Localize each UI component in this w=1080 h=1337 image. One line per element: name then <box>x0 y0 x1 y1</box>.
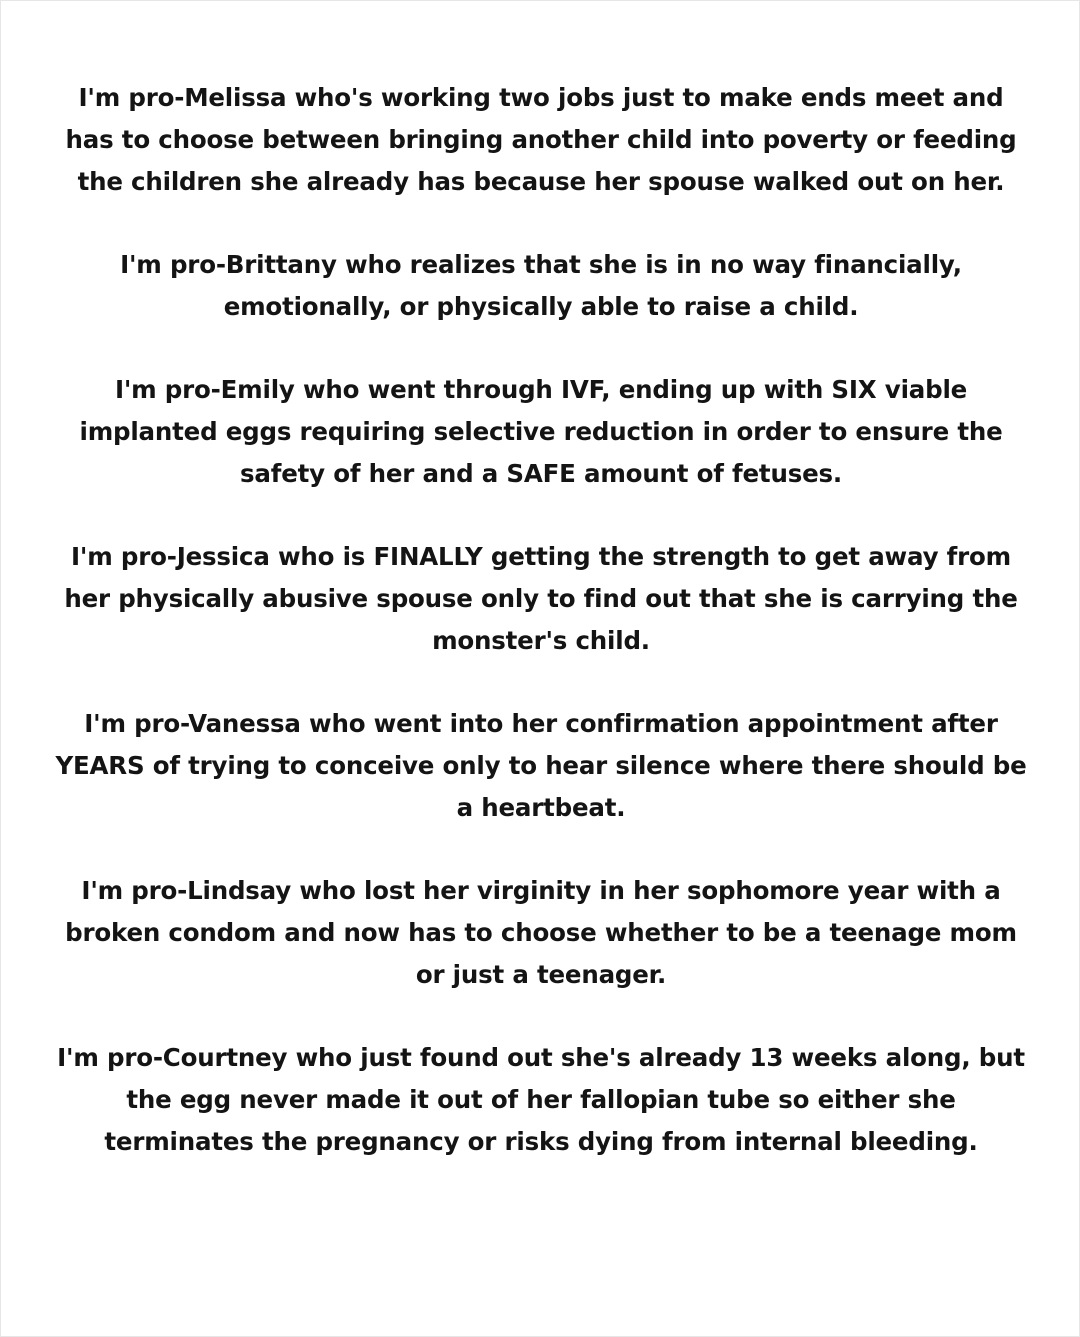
paragraph-brittany: I'm pro-Brittany who realizes that she is in no way financially, emotionally, or physically able to raise a child. <box>120 250 962 321</box>
text-body <box>51 77 1031 1163</box>
paragraph-lindsay: I'm pro-Lindsay who lost her virginity in her sophomore year with a broken condom and now has to choose whether to be a teenage mom or just a teenager. <box>65 876 1017 989</box>
paragraph-melissa: I'm pro-Melissa who's working two jobs just to make ends meet and has to choose between bringing another child into poverty or feeding the children she already has because her spouse walked out on her. <box>65 83 1017 196</box>
paragraph-vanessa: I'm pro-Vanessa who went into her confirmation appointment after YEARS of trying to conceive only to hear silence where there should be a heartbeat. <box>55 709 1027 822</box>
paragraph-courtney: I'm pro-Courtney who just found out she's already 13 weeks along, but the egg never made it out of her fallopian tube so either she terminates the pregnancy or risks dying from internal bleeding. <box>57 1043 1025 1156</box>
paragraph-jessica: I'm pro-Jessica who is FINALLY getting the strength to get away from her physically abusive spouse only to find out that she is carrying the monster's child. <box>64 542 1018 655</box>
paragraph-emily: I'm pro-Emily who went through IVF, ending up with SIX viable implanted eggs requiring selective reduction in order to ensure the safety of her and a SAFE amount of fetuses. <box>79 375 1003 488</box>
